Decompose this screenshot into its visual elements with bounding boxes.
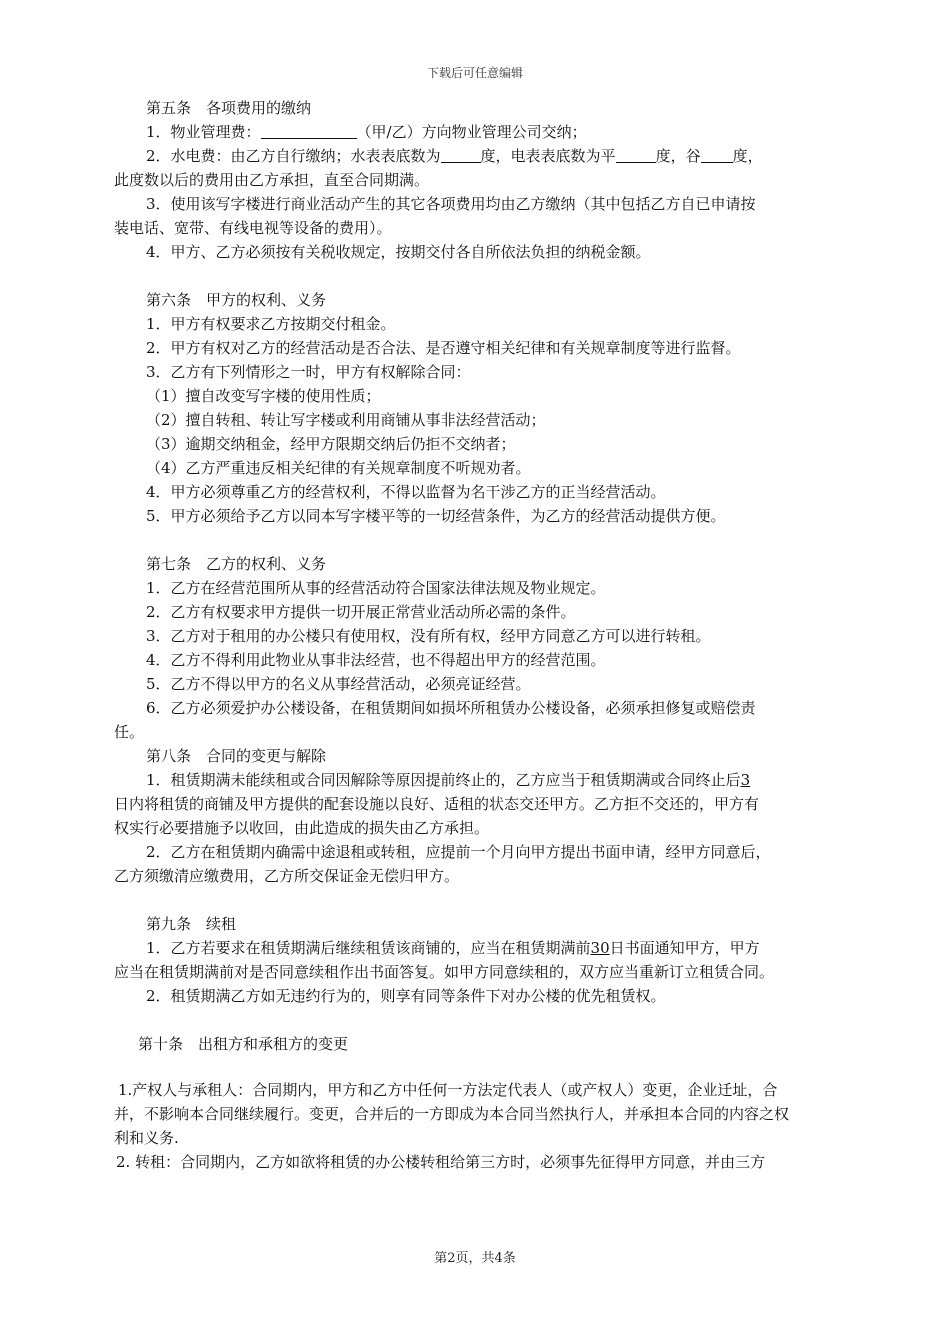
section-9-item-2: 2．租赁期满乙方如无违约行为的，则享有同等条件下对办公楼的优先租赁权。 — [146, 987, 666, 1005]
days-value: 3 — [740, 771, 751, 789]
section-10-item-2: 2. 转租：合同期内，乙方如欲将租赁的办公楼转租给第三方时，必须事先征得甲方同意，并由三方 — [116, 1153, 766, 1171]
section-7-item-2: 2．乙方有权要求甲方提供一切开展正常营业活动所必需的条件。 — [146, 603, 576, 621]
section-7-item-1: 1．乙方在经营范围所从事的经营活动符合国家法律法规及物业规定。 — [146, 579, 606, 597]
section-5-item-2: 2．水电费：由乙方自行缴纳；水表表底数为 度，电表表底数为平 度，谷 度， — [146, 147, 763, 165]
section-8-item-1: 1．租赁期满未能续租或合同因解除等原因提前终止的，乙方应当于租赁期满或合同终止后3 — [146, 771, 751, 789]
section-5-item-2-cont: 此度数以后的费用由乙方承担，直至合同期满。 — [114, 171, 430, 189]
page-footer: 第2页，共4条 — [434, 1251, 516, 1266]
section-8-item-1-cont-2: 权实行必要措施予以收回，由此造成的损失由乙方承担。 — [114, 819, 490, 837]
fill-blank — [616, 147, 656, 163]
section-6-subitem-1: （1）擅自改变写字楼的使用性质； — [146, 387, 381, 405]
document-body — [114, 96, 838, 1174]
fill-blank — [701, 147, 733, 163]
section-7-title: 第七条 乙方的权利、义务 — [146, 555, 327, 573]
section-7-item-6-cont: 任。 — [114, 723, 145, 741]
section-6-item-5: 5．甲方必须给予乙方以同本写字楼平等的一切经营条件，为乙方的经营活动提供方便。 — [146, 507, 726, 525]
section-7-item-3: 3．乙方对于租用的办公楼只有使用权，没有所有权，经甲方同意乙方可以进行转租。 — [146, 627, 711, 645]
days-value: 30 — [590, 939, 610, 957]
section-9-item-1-cont: 应当在租赁期满前对是否同意续租作出书面答复。如甲方同意续租的，双方应当重新订立租赁合同。 — [114, 963, 775, 981]
section-9-item-1: 1．乙方若要求在租赁期满后继续租赁该商铺的，应当在租赁期满前30日书面通知甲方，甲方 — [146, 939, 760, 957]
section-8-item-2-cont: 乙方须缴清应缴费用，乙方所交保证金无偿归甲方。 — [114, 867, 460, 885]
section-10-item-1-cont: 并，不影响本合同继续履行。变更，合并后的一方即成为本合同当然执行人，并承担本合同的内容之权 — [114, 1105, 790, 1123]
section-6-item-1: 1．甲方有权要求乙方按期交付租金。 — [146, 315, 396, 333]
section-5-item-1: 1．物业管理费： （甲/乙）方向物业管理公司交纳； — [146, 123, 587, 141]
section-5-item-3: 3．使用该写字楼进行商业活动产生的其它各项费用均由乙方缴纳（其中包括乙方自已申请按 — [146, 195, 756, 213]
section-8-title: 第八条 合同的变更与解除 — [146, 747, 327, 765]
section-5-item-3-cont: 装电话、宽带、有线电视等设备的费用）。 — [114, 219, 392, 237]
section-6-item-4: 4．甲方必须尊重乙方的经营权利，不得以监督为名干涉乙方的正当经营活动。 — [146, 483, 666, 501]
section-9-title: 第九条 续租 — [146, 915, 237, 933]
section-7-item-5: 5．乙方不得以甲方的名义从事经营活动，必须亮证经营。 — [146, 675, 531, 693]
section-6-item-3: 3．乙方有下列情形之一时，甲方有权解除合同： — [146, 363, 471, 381]
section-8-item-1-cont: 日内将租赁的商铺及甲方提供的配套设施以良好、适租的状态交还甲方。乙方拒不交还的，甲方有 — [114, 795, 760, 813]
section-6-subitem-2: （2）擅自转租、转让写字楼或利用商铺从事非法经营活动； — [146, 411, 546, 429]
section-10-item-1: 1.产权人与承租人：合同期内，甲方和乙方中任何一方法定代表人（或产权人）变更，企业迁址，合 — [118, 1081, 778, 1099]
section-6-subitem-3: （3）逾期交纳租金，经甲方限期交纳后仍拒不交纳者； — [146, 435, 516, 453]
fill-blank — [441, 147, 481, 163]
section-10-item-1-cont-2: 利和义务. — [114, 1129, 179, 1147]
section-6-item-2: 2．甲方有权对乙方的经营活动是否合法、是否遵守相关纪律和有关规章制度等进行监督。 — [146, 339, 741, 357]
section-7-item-6: 6．乙方必须爱护办公楼设备，在租赁期间如损坏所租赁办公楼设备，必须承担修复或赔偿责 — [146, 699, 756, 717]
section-8-item-2: 2．乙方在租赁期内确需中途退租或转租，应提前一个月向甲方提出书面申请，经甲方同意后， — [146, 843, 771, 861]
section-6-title: 第六条 甲方的权利、义务 — [146, 291, 327, 309]
page-header: 下载后可任意编辑 — [426, 66, 523, 80]
section-7-item-4: 4．乙方不得利用此物业从事非法经营，也不得超出甲方的经营范围。 — [146, 651, 606, 669]
section-10-title: 第十条 出租方和承租方的变更 — [138, 1035, 349, 1053]
section-5-title: 第五条 各项费用的缴纳 — [146, 99, 312, 117]
fill-blank — [261, 123, 357, 139]
section-5-item-4: 4．甲方、乙方必须按有关税收规定，按期交付各自所依法负担的纳税金额。 — [146, 243, 651, 261]
section-6-subitem-4: （4）乙方严重违反相关纪律的有关规章制度不听规劝者。 — [146, 459, 531, 477]
